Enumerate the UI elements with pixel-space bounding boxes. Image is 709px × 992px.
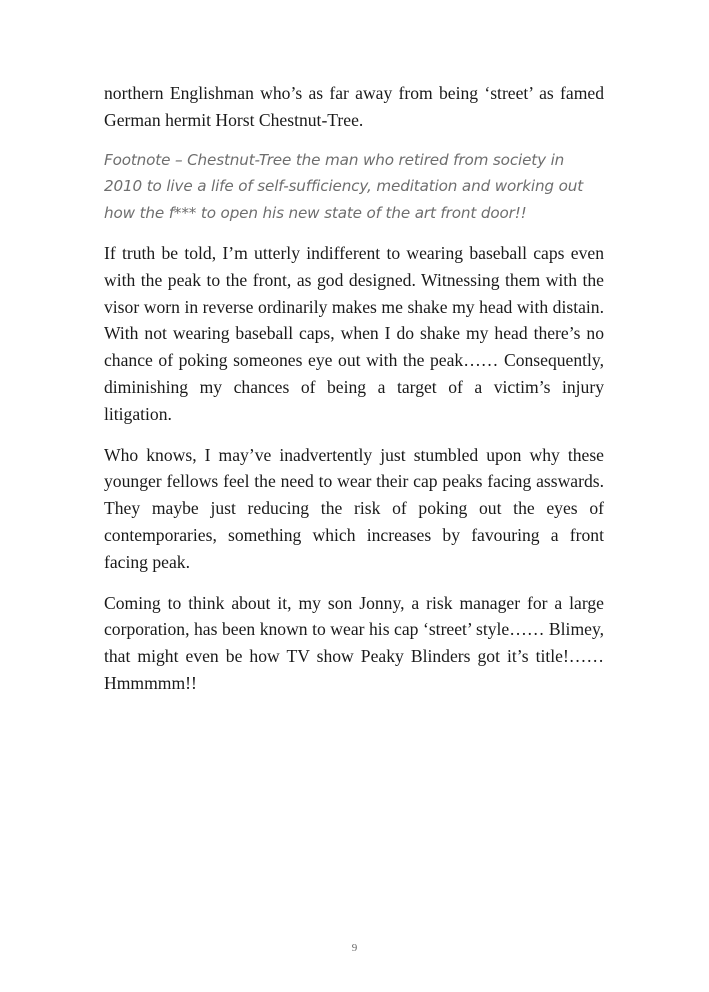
paragraph-intro: northern Englishman who’s as far away from being ‘street’ as famed German hermit Horst Chestnut-Tree. bbox=[104, 83, 604, 130]
paragraph-son-jonny: Coming to think about it, my son Jonny, a risk manager for a large corporation, has been known to wear his cap ‘street’ style…… Blimey, that might even be how TV show Peaky Blinders got it’s title!…… Hmmmmm!! bbox=[104, 592, 604, 693]
footnote: Footnote – Chestnut-Tree the man who retired from society in 2010 to live a life of self-sufficiency, meditation and working out how the f*** to open his new state of the art front door!! bbox=[104, 150, 584, 223]
paragraph-who-knows: Who knows, I may’ve inadvertently just stumbled upon why these younger fellows feel the need to wear their cap peaks facing asswards. They maybe just reducing the risk of poking out the eyes of contemporaries, something which increases by favouring a front facing peak. bbox=[104, 444, 604, 572]
paragraph-baseball-caps: If truth be told, I’m utterly indifferent to wearing baseball caps even with the peak to the front, as god designed. Witnessing them with the visor worn in reverse ordinarily makes me shake my head with distain. With not wearing baseball caps, when I do shake my head there’s no chance of poking someones eye out with the peak…… Consequently, diminishing my chances of being a target of a victim’s injury litigation. bbox=[104, 242, 604, 424]
page-number: 9 bbox=[351, 942, 358, 954]
page-body bbox=[104, 80, 604, 711]
